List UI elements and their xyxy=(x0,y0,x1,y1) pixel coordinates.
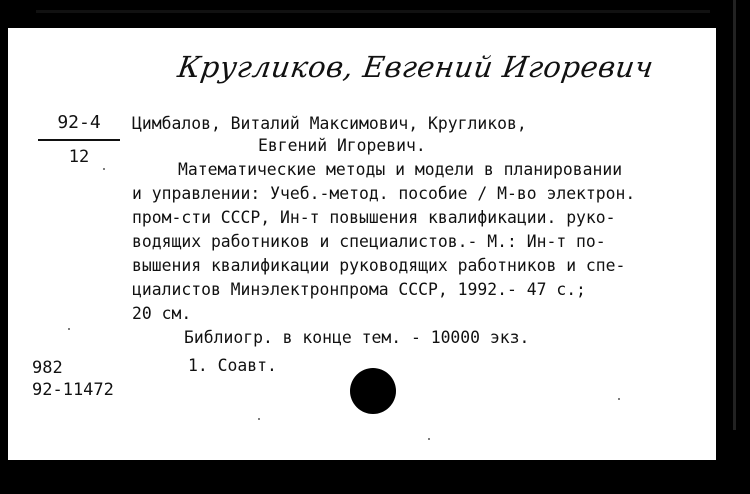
author-line-continued: Евгений Игоревич. xyxy=(258,136,426,155)
description-line: циалистов Минэлектронпрома СССР, 1992.- 47 с.; xyxy=(132,280,586,299)
shelfmark-divider xyxy=(38,139,120,141)
speck xyxy=(618,398,620,400)
speck xyxy=(258,418,260,420)
shelfmark-bottom: 12 xyxy=(68,147,90,167)
notes-line: Библиогр. в конце тем. - 10000 экз. xyxy=(184,328,530,347)
tracing-line: 1. Соавт. xyxy=(188,356,277,375)
speck xyxy=(68,328,70,330)
registration-number: 92-11472 xyxy=(32,380,114,400)
card-right-edge xyxy=(733,0,736,430)
card-top-edge xyxy=(36,10,710,13)
speck xyxy=(428,438,430,440)
shelfmark xyxy=(38,112,120,167)
speck xyxy=(103,168,105,170)
catalog-code: 982 xyxy=(32,358,63,378)
shelfmark-top: 92-4 xyxy=(57,112,101,133)
description-line: водящих работников и специалистов.- М.: Ин-т по- xyxy=(132,232,606,251)
description-line: и управлении: Учеб.-метод. пособие / М-во электрон. xyxy=(132,184,636,203)
handwritten-author-heading: Кругликов, Евгений Игоревич xyxy=(175,50,656,84)
catalog-card xyxy=(8,28,716,460)
author-line: Цимбалов, Виталий Максимович, Кругликов, xyxy=(132,114,527,133)
description-line: вышения квалификации руководящих работников и спе- xyxy=(132,256,626,275)
dimensions-line: 20 см. xyxy=(132,304,192,323)
description-line: пром-сти СССР, Ин-т повышения квалификации. руко- xyxy=(132,208,616,227)
title-line: Математические методы и модели в планировании xyxy=(178,160,623,179)
punch-hole xyxy=(350,368,396,414)
